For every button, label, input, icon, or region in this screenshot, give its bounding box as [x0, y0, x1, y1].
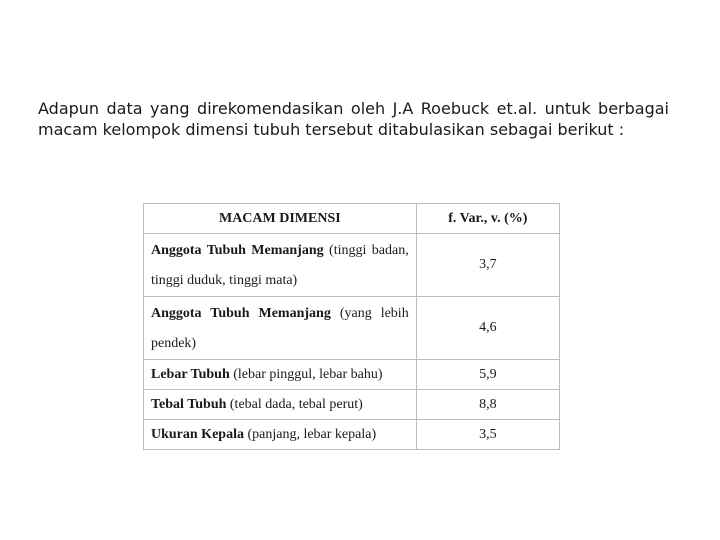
dimension-name-cell	[144, 234, 417, 297]
dimension-variation-table	[143, 203, 560, 450]
dimension-name-cell	[144, 297, 417, 360]
table-row	[144, 390, 560, 420]
dimension-group-label: Ukuran Kepala	[151, 426, 244, 442]
header-dimension-type: MACAM DIMENSI	[144, 204, 417, 234]
dimension-examples: (tinggi badan, tinggi duduk, tinggi mata)	[151, 243, 409, 288]
intro-paragraph: Adapun data yang direkomendasikan oleh J.A Roebuck et.al. untuk berbagai macam kelompok dimensi tubuh tersebut ditabulasikan sebagai berikut :	[38, 99, 669, 139]
variation-value: 3,7	[416, 234, 559, 297]
table-row	[144, 420, 560, 450]
table-row	[144, 297, 560, 360]
variation-value: 8,8	[416, 390, 559, 420]
variation-value: 3,5	[416, 420, 559, 450]
table-header-row	[144, 204, 560, 234]
dimension-name-cell	[144, 390, 417, 420]
variation-value: 5,9	[416, 360, 559, 390]
header-variation-coefficient: f. Var., v. (%)	[416, 204, 559, 234]
dimension-examples: (lebar pinggul, lebar bahu)	[229, 366, 383, 382]
dimension-name-cell	[144, 420, 417, 450]
table-row	[144, 234, 560, 297]
dimension-group-label: Anggota Tubuh Memanjang	[151, 243, 324, 258]
dimension-group-label: Anggota Tubuh Memanjang	[151, 306, 331, 321]
dimension-examples: (tebal dada, tebal perut)	[226, 396, 363, 412]
dimension-group-label: Lebar Tubuh	[151, 366, 230, 382]
variation-value: 4,6	[416, 297, 559, 360]
dimension-name-cell	[144, 360, 417, 390]
dimension-examples: (yang lebih pendek)	[151, 306, 409, 351]
dimension-examples: (panjang, lebar kepala)	[243, 426, 377, 442]
table-row	[144, 360, 560, 390]
dimension-group-label: Tebal Tubuh	[151, 396, 227, 412]
